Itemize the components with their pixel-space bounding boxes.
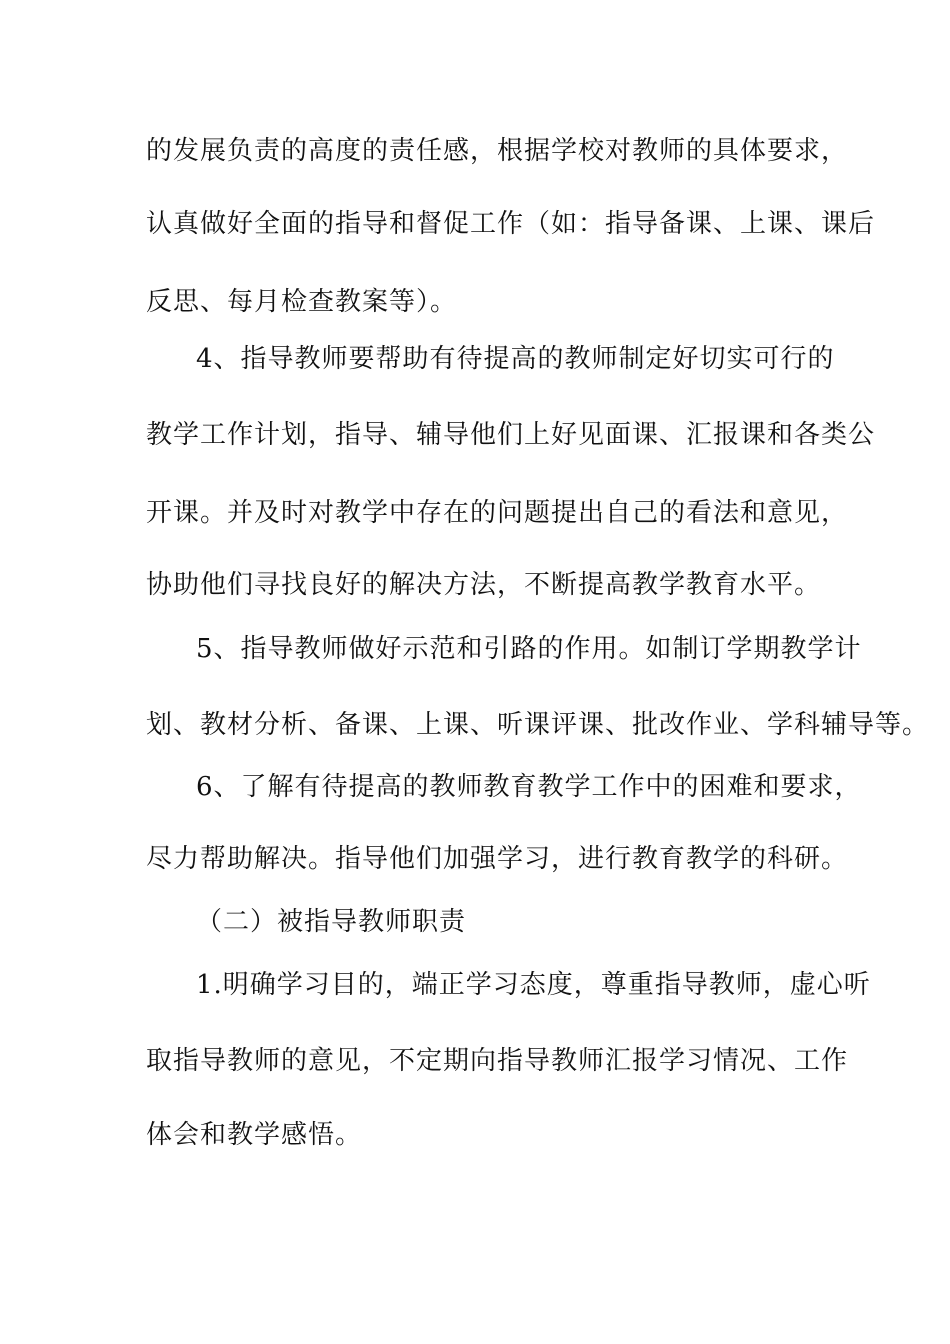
text-line-13: 1.明确学习目的，端正学习态度，尊重指导教师，虚心听 (196, 970, 871, 1000)
text-line-10: 6、了解有待提高的教师教育教学工作中的困难和要求， (196, 772, 862, 802)
text-line-1: 的发展负责的高度的责任感，根据学校对教师的具体要求， (146, 136, 849, 166)
section-heading: （二）被指导教师职责 (196, 907, 467, 937)
text-line-5: 教学工作计划，指导、辅导他们上好见面课、汇报课和各类公 (146, 420, 876, 450)
text-line-4: 4、指导教师要帮助有待提高的教师制定好切实可行的 (196, 344, 835, 374)
text-line-14: 取指导教师的意见，不定期向指导教师汇报学习情况、工作 (146, 1046, 849, 1076)
text-line-15: 体会和教学感悟。 (146, 1120, 363, 1150)
text-line-8: 5、指导教师做好示范和引路的作用。如制订学期教学计 (196, 634, 862, 664)
text-line-3: 反思、每月检查教案等）。 (146, 287, 458, 317)
text-line-11: 尽力帮助解决。指导他们加强学习，进行教育教学的科研。 (146, 844, 849, 874)
text-line-2: 认真做好全面的指导和督促工作（如：指导备课、上课、课后 (146, 209, 876, 239)
text-line-7: 协助他们寻找良好的解决方法，不断提高教学教育水平。 (146, 570, 822, 600)
text-line-6: 开课。并及时对教学中存在的问题提出自己的看法和意见， (146, 498, 849, 528)
text-line-9: 划、教材分析、备课、上课、听课评课、批改作业、学科辅导等。 (146, 710, 930, 740)
